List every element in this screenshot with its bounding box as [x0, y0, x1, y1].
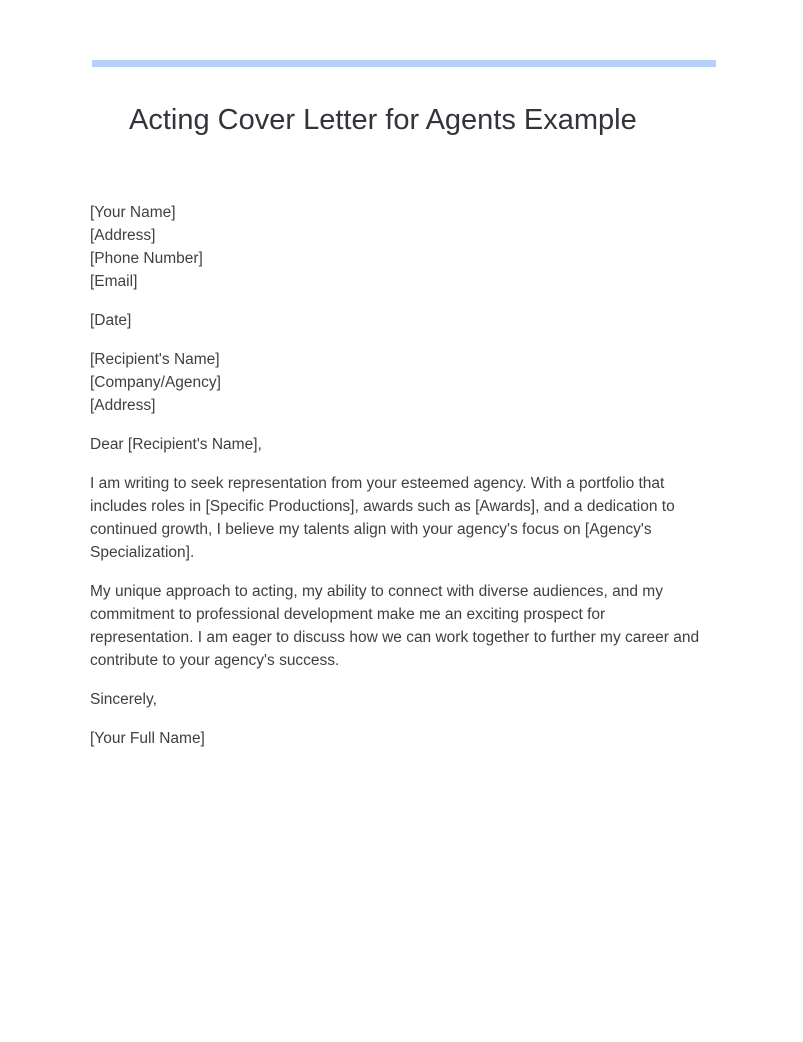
- recipient-company: [Company/Agency]: [90, 374, 221, 391]
- recipient-address: [Address]: [90, 397, 156, 414]
- salutation: Dear [Recipient's Name],: [90, 436, 262, 453]
- sender-name: [Your Name]: [90, 204, 176, 221]
- sender-email: [Email]: [90, 273, 138, 290]
- letter-body: [90, 201, 700, 766]
- body-paragraph-1: I am writing to seek representation from your esteemed agency. With a portfolio that includes roles in [Specific Productions], awards such as [Awards], and a dedication to continued growth, I believe my talents align with your agency's focus on [Agency's Specialization].: [90, 475, 675, 561]
- accent-bar: [92, 60, 716, 67]
- closing: Sincerely,: [90, 691, 157, 708]
- sender-block: [90, 201, 700, 293]
- sender-phone: [Phone Number]: [90, 250, 203, 267]
- recipient-name: [Recipient's Name]: [90, 351, 220, 368]
- date-block: [90, 309, 700, 332]
- sender-address: [Address]: [90, 227, 156, 244]
- signature: [Your Full Name]: [90, 730, 205, 747]
- body-paragraph-2: My unique approach to acting, my ability to connect with diverse audiences, and my commitment to professional development make me an exciting prospect for representation. I am eager to discuss how we can work together to further my career and contribute to your agency's success.: [90, 583, 700, 669]
- document-title: Acting Cover Letter for Agents Example: [129, 104, 637, 136]
- recipient-block: [90, 348, 700, 417]
- letter-date: [Date]: [90, 312, 132, 329]
